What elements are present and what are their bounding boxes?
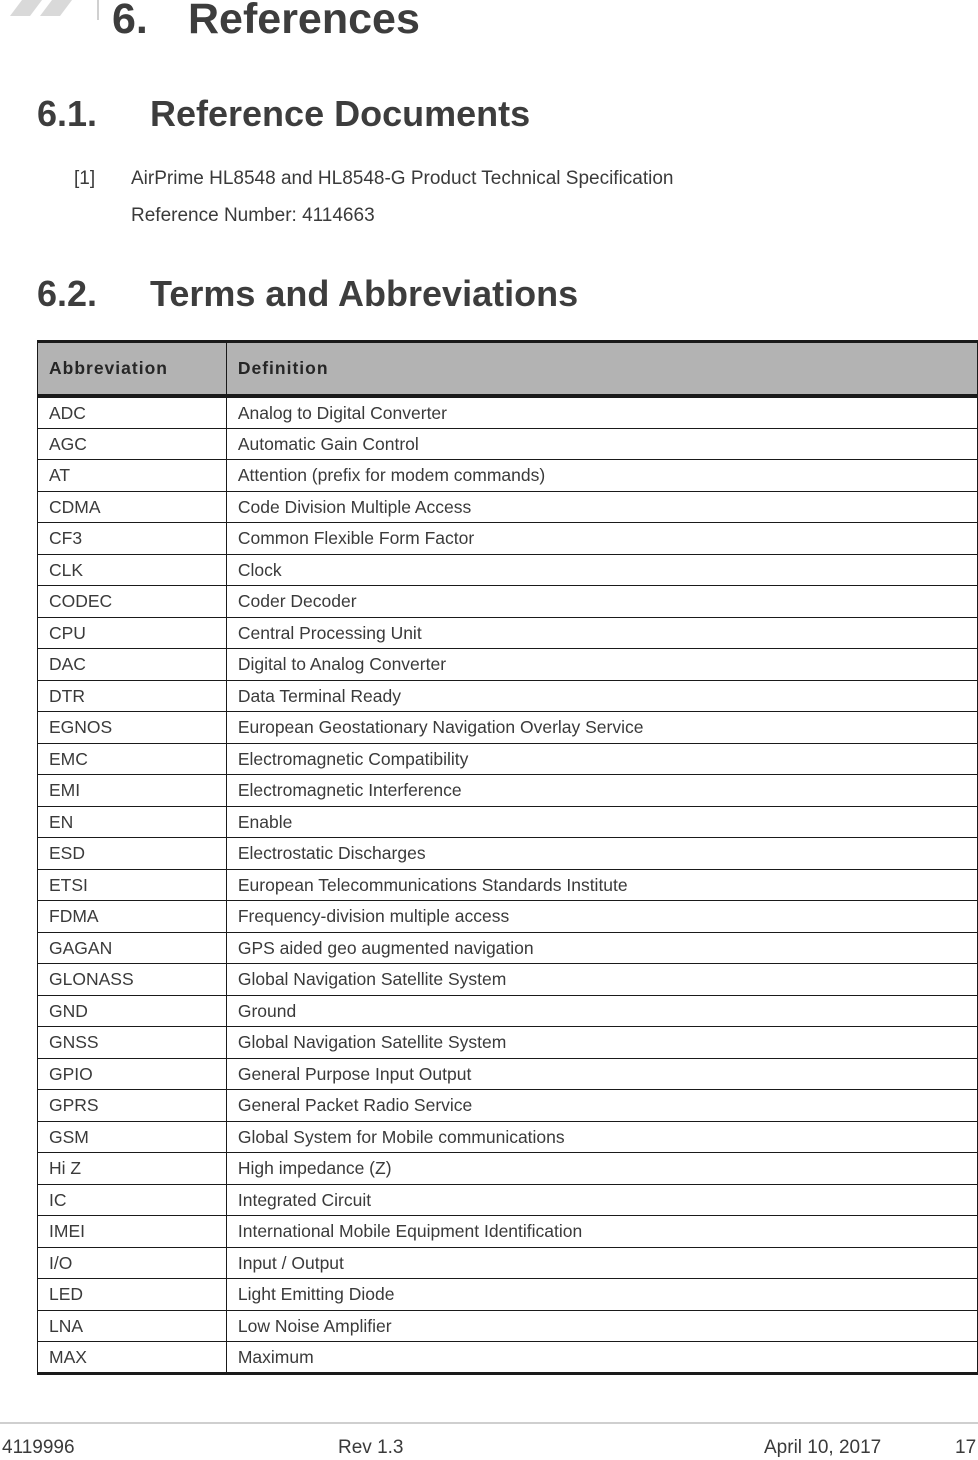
table-row	[38, 901, 978, 933]
abbreviation-cell: CODEC	[38, 586, 227, 618]
definition-cell: European Geostationary Navigation Overlay Service	[226, 712, 977, 744]
footer-doc-number: 4119996	[2, 1437, 75, 1458]
table-row	[38, 649, 978, 681]
abbreviation-cell: CLK	[38, 554, 227, 586]
abbreviation-cell: DAC	[38, 649, 227, 681]
abbreviation-cell: EMI	[38, 775, 227, 807]
abbreviation-cell: ADC	[38, 396, 227, 429]
table-row	[38, 396, 978, 429]
abbreviation-cell: ESD	[38, 838, 227, 870]
abbreviation-cell: GPRS	[38, 1090, 227, 1122]
definition-cell: High impedance (Z)	[226, 1153, 977, 1185]
reference-index: [1]	[74, 168, 96, 189]
table-row	[38, 1342, 978, 1374]
definition-cell: International Mobile Equipment Identification	[226, 1216, 977, 1248]
abbreviation-cell: Hi Z	[38, 1153, 227, 1185]
definition-cell: Electromagnetic Interference	[226, 775, 977, 807]
abbreviation-cell: AGC	[38, 428, 227, 460]
table-row	[38, 428, 978, 460]
abbreviation-cell: GPIO	[38, 1058, 227, 1090]
table-row	[38, 1279, 978, 1311]
abbreviation-cell: GAGAN	[38, 932, 227, 964]
definition-cell: Light Emitting Diode	[226, 1279, 977, 1311]
table-row	[38, 1027, 978, 1059]
reference-number: Reference Number: 4114663	[131, 205, 375, 226]
definition-cell: Integrated Circuit	[226, 1184, 977, 1216]
table-row	[38, 1247, 978, 1279]
section-number: 6.2.	[37, 273, 98, 314]
chapter-title: References	[188, 0, 420, 43]
definition-cell: Digital to Analog Converter	[226, 649, 977, 681]
table-row	[38, 1153, 978, 1185]
definition-cell: European Telecommunications Standards Institute	[226, 869, 977, 901]
definition-cell: Common Flexible Form Factor	[226, 523, 977, 555]
definition-cell: General Purpose Input Output	[226, 1058, 977, 1090]
abbreviation-cell: AT	[38, 460, 227, 492]
abbreviation-cell: CPU	[38, 617, 227, 649]
abbreviation-cell: EN	[38, 806, 227, 838]
abbreviation-cell: LNA	[38, 1310, 227, 1342]
definition-cell: Coder Decoder	[226, 586, 977, 618]
table-row	[38, 869, 978, 901]
abbreviations-table	[37, 340, 978, 1375]
footer-date: April 10, 2017	[764, 1437, 882, 1458]
abbreviation-cell: FDMA	[38, 901, 227, 933]
table-row	[38, 617, 978, 649]
abbreviation-cell: EGNOS	[38, 712, 227, 744]
abbreviation-cell: CF3	[38, 523, 227, 555]
table-row	[38, 1058, 978, 1090]
footer-revision: Rev 1.3	[338, 1437, 404, 1458]
table-row	[38, 554, 978, 586]
definition-cell: Global System for Mobile communications	[226, 1121, 977, 1153]
abbreviation-cell: GND	[38, 995, 227, 1027]
reference-title: AirPrime HL8548 and HL8548-G Product Technical Specification	[131, 168, 674, 189]
table-row	[38, 491, 978, 523]
definition-cell: Ground	[226, 995, 977, 1027]
abbreviation-cell: MAX	[38, 1342, 227, 1374]
definition-cell: GPS aided geo augmented navigation	[226, 932, 977, 964]
definition-cell: Clock	[226, 554, 977, 586]
table-row	[38, 995, 978, 1027]
definition-cell: Global Navigation Satellite System	[226, 1027, 977, 1059]
abbreviation-cell: ETSI	[38, 869, 227, 901]
definition-cell: Maximum	[226, 1342, 977, 1374]
definition-cell: Data Terminal Ready	[226, 680, 977, 712]
abbreviation-cell: EMC	[38, 743, 227, 775]
abbreviation-cell: GLONASS	[38, 964, 227, 996]
abbreviation-cell: DTR	[38, 680, 227, 712]
table-row	[38, 806, 978, 838]
corner-chevron-mark	[0, 0, 110, 24]
section-title: Reference Documents	[150, 93, 531, 134]
abbreviation-cell: LED	[38, 1279, 227, 1311]
table-row	[38, 1310, 978, 1342]
table-row	[38, 523, 978, 555]
table-row	[38, 1121, 978, 1153]
table-row	[38, 964, 978, 996]
definition-cell: Attention (prefix for modem commands)	[226, 460, 977, 492]
table-row	[38, 1216, 978, 1248]
definition-cell: Enable	[226, 806, 977, 838]
table-row	[38, 586, 978, 618]
column-header-definition: Definition	[226, 342, 977, 396]
table-row	[38, 680, 978, 712]
definition-cell: Low Noise Amplifier	[226, 1310, 977, 1342]
chapter-number: 6.	[112, 0, 148, 43]
abbreviation-cell: I/O	[38, 1247, 227, 1279]
definition-cell: General Packet Radio Service	[226, 1090, 977, 1122]
section-number: 6.1.	[37, 93, 98, 134]
section-title: Terms and Abbreviations	[150, 273, 579, 314]
definition-cell: Central Processing Unit	[226, 617, 977, 649]
table-row	[38, 932, 978, 964]
footer-divider	[0, 1422, 978, 1424]
definition-cell: Code Division Multiple Access	[226, 491, 977, 523]
abbreviation-cell: IMEI	[38, 1216, 227, 1248]
table-body	[38, 396, 978, 1374]
definition-cell: Input / Output	[226, 1247, 977, 1279]
footer-page-number: 17	[955, 1437, 977, 1458]
abbreviation-cell: GNSS	[38, 1027, 227, 1059]
table-row	[38, 1184, 978, 1216]
section-heading-reference-documents	[37, 92, 530, 136]
column-header-abbreviation: Abbreviation	[38, 342, 227, 396]
table-row	[38, 775, 978, 807]
definition-cell: Electrostatic Discharges	[226, 838, 977, 870]
definition-cell: Analog to Digital Converter	[226, 396, 977, 429]
definition-cell: Frequency-division multiple access	[226, 901, 977, 933]
table-row	[38, 1090, 978, 1122]
abbreviation-cell: GSM	[38, 1121, 227, 1153]
table-header-row	[38, 342, 978, 396]
definition-cell: Global Navigation Satellite System	[226, 964, 977, 996]
table-row	[38, 460, 978, 492]
definition-cell: Electromagnetic Compatibility	[226, 743, 977, 775]
chapter-heading	[112, 0, 420, 46]
table-row	[38, 712, 978, 744]
table-row	[38, 743, 978, 775]
definition-cell: Automatic Gain Control	[226, 428, 977, 460]
table-row	[38, 838, 978, 870]
section-heading-terms-abbreviations	[37, 272, 578, 316]
abbreviation-cell: CDMA	[38, 491, 227, 523]
abbreviation-cell: IC	[38, 1184, 227, 1216]
